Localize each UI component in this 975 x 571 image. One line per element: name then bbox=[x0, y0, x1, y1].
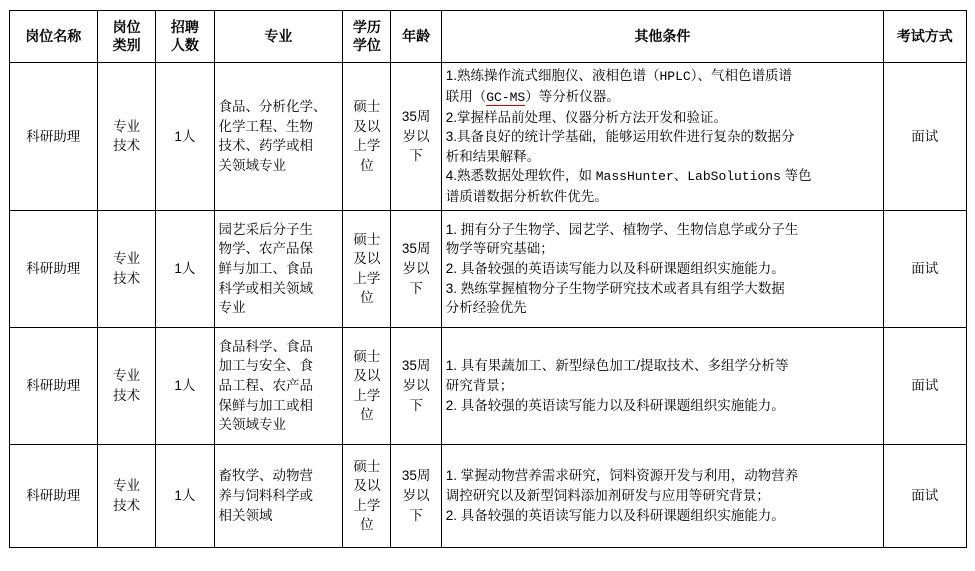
cell-age: 35周 岁以 下 bbox=[391, 327, 441, 444]
header-job-category: 岗位 类别 bbox=[97, 11, 155, 63]
cell-exam-method: 面试 bbox=[884, 444, 966, 547]
cell-recruit-count: 1人 bbox=[156, 327, 214, 444]
cell-recruit-count: 1人 bbox=[156, 63, 214, 211]
cell-exam-method: 面试 bbox=[884, 63, 966, 211]
cell-job-category: 专业 技术 bbox=[97, 327, 155, 444]
cell-other-conditions: 1. 掌握动物营养需求研究，饲料资源开发与利用，动物营养 调控研究以及新型饲料添加剂研发与应用等研究背景； 2. 具备较强的英语读写能力以及科研课题组织实施能力。 bbox=[441, 444, 883, 547]
cell-recruit-count: 1人 bbox=[156, 444, 214, 547]
table-row bbox=[9, 210, 966, 327]
table-row bbox=[9, 327, 966, 444]
cell-education: 硕士 及以 上学 位 bbox=[343, 210, 391, 327]
cell-other-conditions: 1.熟练操作流式细胞仪、液相色谱（HPLC）、气相色谱质谱 联用（GC-MS）等分析仪器。 2.掌握样品前处理、仪器分析方法开发和验证。 3.具备良好的统计学基础，能够运用软件进行复杂的数据分 析和结果解释。 4.熟悉数据处理软件，如 MassHunter、LabSolutions 等色 谱质谱数据分析软件优先。 bbox=[441, 63, 883, 211]
cell-education: 硕士 及以 上学 位 bbox=[343, 327, 391, 444]
header-other-label: 其他条件 bbox=[634, 27, 691, 44]
cell-job-name: 科研助理 bbox=[9, 444, 97, 547]
cell-job-name: 科研助理 bbox=[9, 63, 97, 211]
cell-exam-method: 面试 bbox=[884, 327, 966, 444]
cell-recruit-count: 1人 bbox=[156, 210, 214, 327]
cell-other-conditions: 1. 具有果蔬加工、新型绿色加工/提取技术、多组学分析等 研究背景； 2. 具备较强的英语读写能力以及科研课题组织实施能力。 bbox=[441, 327, 883, 444]
header-age-label: 年龄 bbox=[402, 27, 431, 44]
table-row bbox=[9, 63, 966, 211]
cell-job-category: 专业 技术 bbox=[97, 444, 155, 547]
cell-other-conditions: 1. 拥有分子生物学、园艺学、植物学、生物信息学或分子生 物学等研究基础； 2. 具备较强的英语读写能力以及科研课题组织实施能力。 3. 熟练掌握植物分子生物学研究技术或者具有组学大数据 分析经验优先 bbox=[441, 210, 883, 327]
table-row bbox=[9, 444, 966, 547]
cell-job-category: 专业 技术 bbox=[97, 63, 155, 211]
header-job-name bbox=[9, 11, 97, 63]
header-other-conditions bbox=[441, 11, 883, 63]
cell-major: 食品科学、食品 加工与安全、食 品工程、农产品 保鲜与加工或相 关领域专业 bbox=[214, 327, 343, 444]
header-age bbox=[391, 11, 441, 63]
cell-exam-method: 面试 bbox=[884, 210, 966, 327]
cell-age: 35周 岁以 下 bbox=[391, 444, 441, 547]
cell-age: 35周 岁以 下 bbox=[391, 63, 441, 211]
header-exam-label: 考试方式 bbox=[896, 27, 953, 44]
table-header-row bbox=[9, 11, 966, 63]
cell-education: 硕士 及以 上学 位 bbox=[343, 444, 391, 547]
header-recruit-count: 招聘 人数 bbox=[156, 11, 214, 63]
cell-age: 35周 岁以 下 bbox=[391, 210, 441, 327]
header-education: 学历 学位 bbox=[343, 11, 391, 63]
header-exam-method bbox=[884, 11, 966, 63]
cell-major: 畜牧学、动物营 养与饲料科学或 相关领域 bbox=[214, 444, 343, 547]
cell-major: 食品、分析化学、 化学工程、生物 技术、药学或相 关领域专业 bbox=[214, 63, 343, 211]
cell-education: 硕士 及以 上学 位 bbox=[343, 63, 391, 211]
cell-job-category: 专业 技术 bbox=[97, 210, 155, 327]
cell-major: 园艺采后分子生 物学、农产品保 鲜与加工、食品 科学或相关领域 专业 bbox=[214, 210, 343, 327]
header-major-label: 专业 bbox=[264, 27, 293, 44]
cell-job-name: 科研助理 bbox=[9, 210, 97, 327]
job-positions-table bbox=[9, 10, 967, 548]
header-job-name-label: 岗位名称 bbox=[25, 27, 82, 44]
header-major bbox=[214, 11, 343, 63]
cell-job-name: 科研助理 bbox=[9, 327, 97, 444]
